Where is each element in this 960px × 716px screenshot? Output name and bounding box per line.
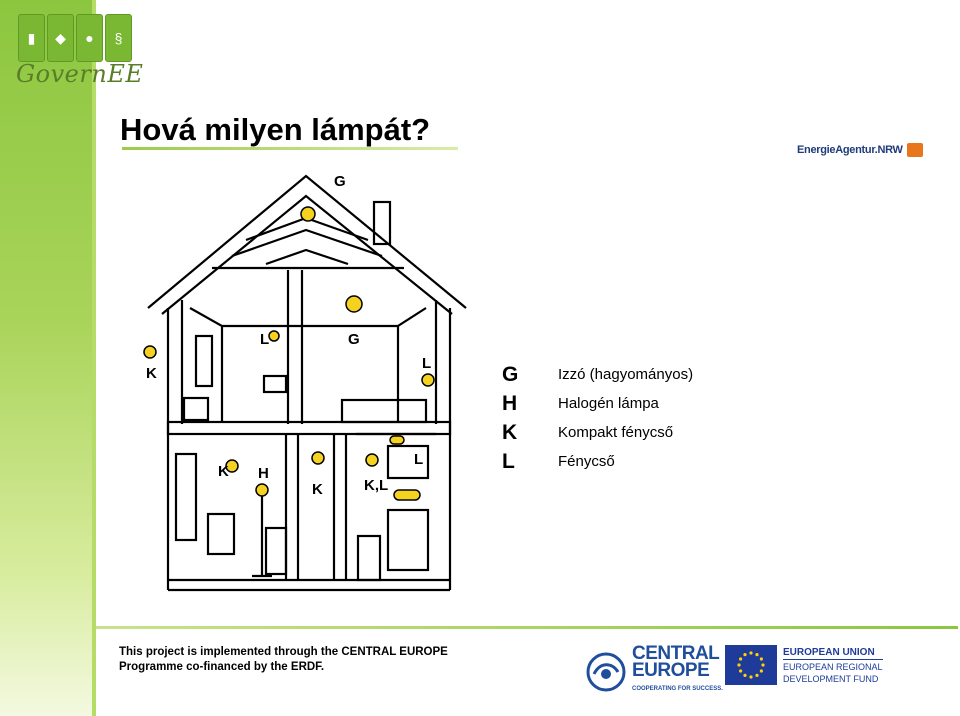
legend-item [502,389,693,418]
central-europe-logo [586,645,723,698]
lower-wall-2 [334,434,346,580]
bulb-upper-l [269,331,279,341]
truss-2 [232,230,382,256]
bed [342,400,426,422]
bulb-outside-k [144,346,156,358]
governee-logo-tiles [18,14,132,62]
label-lower-k1: K [218,463,229,480]
central-europe-emblem-icon [586,652,626,692]
legend-letter: L [502,449,515,473]
legend-item [502,360,693,389]
upper-slope-left [190,308,222,422]
label-outside-k: K [146,365,157,382]
eu-flag-icon [725,645,777,685]
lower-wall-1 [286,434,298,580]
label-upper-right-l: L [422,355,432,372]
energieagentur-logo [797,143,923,157]
sofa [266,528,286,574]
bulb-upper-g [346,296,362,312]
bulb-lower-h [256,484,268,496]
ce-word-central: CENTRAL [632,643,720,664]
ground-floor [168,580,450,590]
eu-line-3: DEVELOPMENT FUND [783,673,879,684]
label-lower-l: L [414,451,424,468]
legend-label: Halogén lámpa [558,395,659,412]
tube-upper-cupboard [390,436,404,444]
legend-letter: K [502,420,518,444]
tv-cabinet [208,514,234,554]
title-underline [122,147,458,150]
window-upper-left [196,336,212,386]
energieagentur-mark-icon [907,143,923,157]
legend-label: Kompakt fénycső [558,424,674,441]
footer-divider [96,626,958,629]
floor-slab [168,422,450,434]
footer-funding-text [119,645,459,675]
eu-line-2: EUROPEAN REGIONAL [783,661,883,672]
legend-item [502,418,693,447]
label-upper-g: G [348,331,360,348]
label-lower-h: H [258,465,269,482]
eu-erdf-logo [725,645,883,685]
label-lower-k2: K [312,481,323,498]
footer-line-2: Programme co-financed by the ERDF. [119,661,325,673]
window-lower-left [176,454,196,540]
bulb-lower-k2 [312,452,324,464]
leaf-icon: ◆ [47,14,74,62]
tube-lower-l [394,490,420,500]
slide-title: Hová milyen lámpát? [120,112,431,147]
legend-item [502,447,693,476]
truss-3 [266,250,348,264]
house-lighting-diagram [136,168,476,600]
energieagentur-logo-text: EnergieAgentur.NRW [797,144,903,156]
governee-logo-text: GovernEE [16,60,144,88]
eu-line-1: EUROPEAN UNION [783,647,883,660]
legend-label: Fénycső [558,453,615,470]
sidebar-band [0,0,96,716]
legend-letter: G [502,362,519,386]
bulb-icon: ● [76,14,103,62]
label-upper-l: L [260,331,270,348]
label-attic-g: G [334,173,346,190]
bulb-attic-g [301,207,315,221]
footer-line-1: This project is implemented through the CENTRAL EUROPE [119,646,448,658]
sink-upper [264,376,286,392]
counter [358,536,380,580]
bulb-lower-kl [366,454,378,466]
paragraph-icon: § [105,14,132,62]
cabinet-right [388,510,428,570]
lamp-legend [502,360,693,476]
legend-letter: H [502,391,518,415]
legend-label: Izzó (hagyományos) [558,366,694,383]
ce-word-europe: EUROPE [632,660,710,681]
building-icon: ▮ [18,14,45,62]
bulb-upper-right-l [422,374,434,386]
ce-tagline: COOPERATING FOR SUCCESS. [632,686,723,692]
sidebar-edge [92,0,96,716]
armchair [184,398,208,420]
label-lower-kl: K,L [364,477,389,494]
mid-wall-upper [288,270,302,424]
floor-lamp-stand [252,494,272,576]
